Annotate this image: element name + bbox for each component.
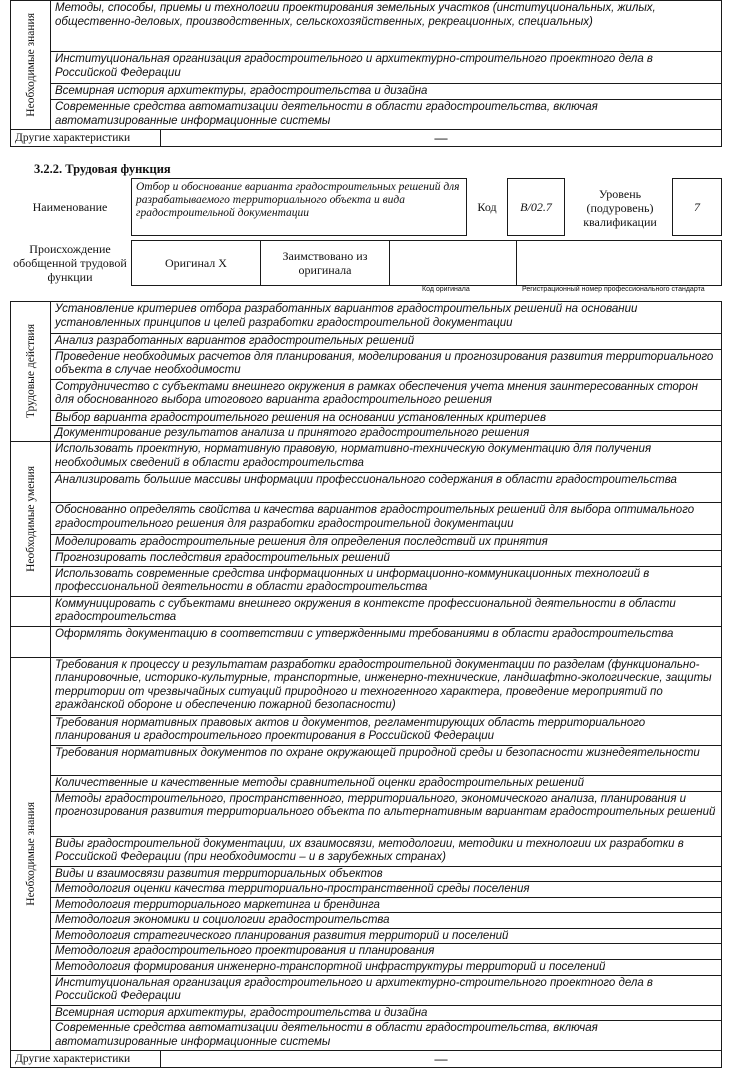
knowledge-row: Методология стратегического планирования развития территорий и поселений: [51, 928, 722, 944]
main-other-value: —: [161, 1051, 722, 1068]
knowledge-row: Виды и взаимосвязи развития территориальных объектов: [51, 866, 722, 882]
knowledge-row: Методология формирования инженерно-транспортной инфраструктуры территорий и поселений: [51, 959, 722, 975]
main-other-label: Другие характеристики: [11, 1051, 161, 1068]
knowledge-row: Методология экономики и социологии градостроительства: [51, 913, 722, 929]
skill-row: Анализировать большие массивы информации профессионального содержания в области градостроительства: [51, 473, 722, 503]
knowledge-row: Методология территориального маркетинга и брендинга: [51, 897, 722, 913]
origin-label: Происхождение обобщенной трудовой функции: [13, 242, 127, 284]
skill-row: Использовать современные средства информационных и информационно-коммуникационных технологий в профессиональной деятельности в области градостроительства: [51, 566, 722, 596]
skills-label-cell-cont: [11, 596, 51, 626]
skill-row: Прогнозировать последствия градостроительных решений: [51, 550, 722, 566]
knowledge-row: Всемирная история архитектуры, градостроительства и дизайна: [51, 1005, 722, 1021]
action-row: Проведение необходимых расчетов для планирования, моделирования и прогнозирования развития территориального объекта в случае необходимости: [51, 349, 722, 379]
knowledge-row: Методология градостроительного проектирования и планирования: [51, 944, 722, 960]
knowledge-label-cell: [11, 657, 51, 1051]
top-knowledge-label-cell: [11, 1, 51, 130]
knowledge-row: Требования нормативных правовых актов и документов, регламентирующих область территориального планирования и градостроительного проектирования в Российской Федерации: [51, 715, 722, 745]
knowledge-row: Количественные и качественные методы сравнительной оценки градостроительных решений: [51, 775, 722, 791]
skill-row: Моделировать градостроительные решения для определения последствий их принятия: [51, 535, 722, 551]
knowledge-row: Виды градостроительной документации, их взаимосвязи, методологии, методики и технологии их разработки в Российской Федерации (при необходимости – и в зарубежных странах): [51, 836, 722, 866]
knowledge-row: Методы градостроительного, пространственного, территориального, экономического анализа, планирования и прогнозирования развития территориального объекта по альтернативным вариантам градостроительных решений: [51, 791, 722, 836]
action-row: Выбор варианта градостроительного решения на основании установленных критериев: [51, 410, 722, 426]
section-title: 3.2.2. Трудовая функция: [34, 162, 171, 176]
top-knowledge-row: Всемирная история архитектуры, градостроительства и дизайна: [51, 84, 722, 100]
level-value: 7: [672, 178, 722, 236]
top-other-label: Другие характеристики: [11, 130, 161, 147]
reg-number-box: [516, 240, 722, 286]
skill-row: Использовать проектную, нормативную правовую, нормативно-техническую документацию для получения необходимых сведений в области градостроительства: [51, 442, 722, 473]
level-label: Уровень (подуровень) квалификации: [583, 187, 657, 229]
origin-value: Оригинал X: [131, 240, 261, 286]
top-knowledge-row: Современные средства автоматизации деятельности в области градостроительства, включая автоматизированные информационные системы: [51, 100, 722, 130]
skill-row: Оформлять документацию в соответствии с утвержденными требованиями в области градостроительства: [51, 626, 722, 657]
borrowed-label: Заимствовано из оригинала: [260, 240, 390, 286]
main-function-table: [10, 301, 722, 1068]
knowledge-row: Методология оценки качества территориально-пространственной среды поселения: [51, 882, 722, 898]
name-value: Отбор и обоснование варианта градостроительных решений для разрабатываемого территориального объекта и вида градостроительной документации: [136, 181, 460, 219]
skill-row: Обоснованно определять свойства и качества вариантов градостроительных решений для выбора оптимального градостроительного решения для разработки градостроительной документации: [51, 503, 722, 535]
top-other-value: —: [161, 130, 722, 147]
top-knowledge-row: Институциональная организация градостроительного и архитектурно-строительного проектного дела в Российской Федерации: [51, 52, 722, 84]
knowledge-row: Требования к процессу и результатам разработки градостроительной документации по разделам (функционально-планировочные, историко-культурные, транспортные, инженерно-технические, ландшафтно-экологические, защиты территории от чрезвычайных ситуаций природного и техногенного характера, проведение мероприятий по гражданской обороне и обеспечению пожарной безопасности): [51, 657, 722, 715]
top-knowledge-row: Методы, способы, приемы и технологии проектирования земельных участков (институциональных, жилых, общественно-деловых, производственных, сельскохозяйственных, рекреационных, специальных): [51, 1, 722, 52]
name-value-box: [131, 178, 467, 236]
knowledge-row: Требования нормативных документов по охране окружающей природной среды и безопасности жизнедеятельности: [51, 745, 722, 775]
top-knowledge-label: Необходимые знания: [24, 13, 37, 117]
skills-label: Необходимые умения: [24, 465, 37, 572]
top-knowledge-table: [10, 0, 722, 147]
skills-label-cell-cont: [11, 626, 51, 657]
action-row: Документирование результатов анализа и принятого градостроительного решения: [51, 426, 722, 442]
skill-row: Коммуницировать с субъектами внешнего окружения в контексте профессиональной деятельности в области градостроительства: [51, 596, 722, 626]
actions-label-cell: [11, 302, 51, 442]
knowledge-label: Необходимые знания: [24, 801, 37, 906]
action-row: Установление критериев отбора разработанных вариантов градостроительных решений на основании установленных принципов и целей разработки градостроительной документации: [51, 302, 722, 334]
name-label: Наименование: [32, 199, 108, 214]
code-value: B/02.7: [507, 178, 565, 236]
skills-label-cell: [11, 442, 51, 597]
reg-number-caption: Регистрационный номер профессионального стандарта: [522, 286, 705, 293]
code-original-box: [389, 240, 517, 286]
code-original-caption: Код оригинала: [422, 286, 470, 293]
knowledge-row: Институциональная организация градостроительного и архитектурно-строительного проектного дела в Российской Федерации: [51, 975, 722, 1005]
action-row: Сотрудничество с субъектами внешнего окружения в рамках обеспечения учета мнения заинтересованных сторон для обоснованного выбора итогового варианта градостроительного решения: [51, 379, 722, 410]
knowledge-row: Современные средства автоматизации деятельности в области градостроительства, включая автоматизированные информационные системы: [51, 1021, 722, 1051]
action-row: Анализ разработанных вариантов градостроительных решений: [51, 334, 722, 350]
actions-label: Трудовые действия: [24, 324, 37, 419]
code-label: Код: [477, 199, 497, 214]
